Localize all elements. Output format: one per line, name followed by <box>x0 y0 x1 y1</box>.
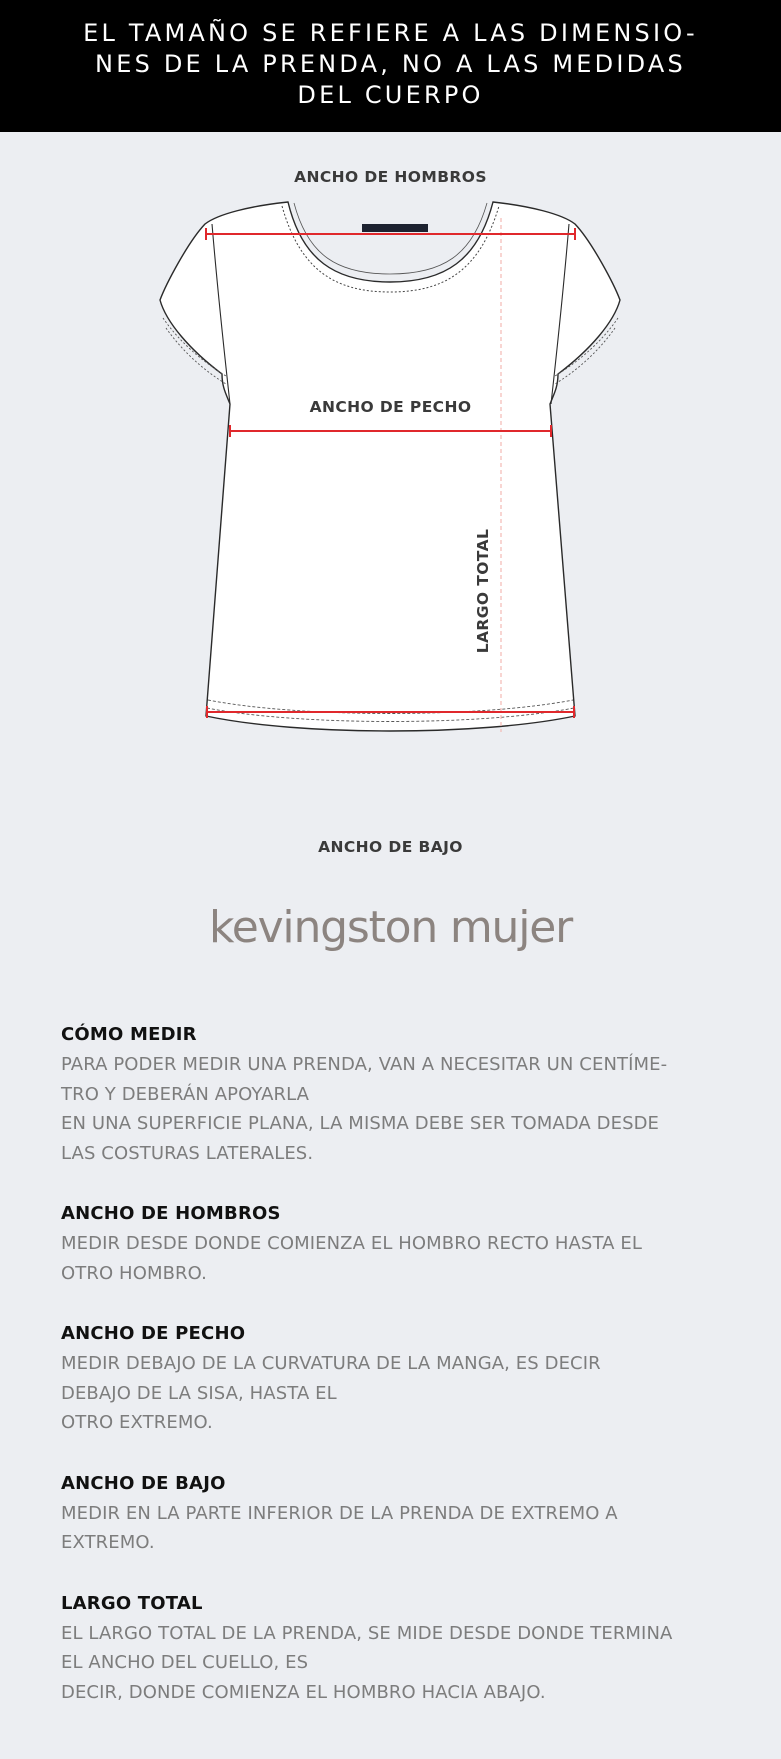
section-title: LARGO TOTAL <box>61 1592 203 1614</box>
section-text-line: OTRO EXTREMO. <box>61 1412 213 1433</box>
section-text-line: MEDIR EN LA PARTE INFERIOR DE LA PRENDA DE EXTREMO A <box>61 1502 618 1524</box>
measurement-instructions <box>61 1020 741 1738</box>
label-largo-total: LARGO TOTAL <box>474 528 492 654</box>
section-ancho-de-hombros <box>61 1199 741 1288</box>
section-text-line: EL ANCHO DEL CUELLO, ES <box>61 1652 309 1673</box>
section-text-line: EL LARGO TOTAL DE LA PRENDA, SE MIDE DESDE DONDE TERMINA <box>61 1622 673 1644</box>
section-largo-total <box>61 1589 741 1708</box>
brand-logo: kevingston mujer <box>209 902 572 953</box>
section-text-line: EN UNA SUPERFICIE PLANA, LA MISMA DEBE SER TOMADA DESDE <box>61 1113 660 1134</box>
section-text-line: LAS COSTURAS LATERALES. <box>61 1142 314 1164</box>
section-text-line: MEDIR DESDE DONDE COMIENZA EL HOMBRO RECTO HASTA EL <box>61 1233 642 1254</box>
label-ancho-de-pecho: ANCHO DE PECHO <box>309 398 472 416</box>
section-text-line: EXTREMO. <box>61 1532 155 1553</box>
section-text-line: OTRO HOMBRO. <box>61 1262 208 1284</box>
section-title: CÓMO MEDIR <box>61 1024 197 1045</box>
section-title: ANCHO DE HOMBROS <box>61 1203 281 1224</box>
section-text-line: DEBAJO DE LA SISA, HASTA EL <box>61 1382 337 1404</box>
header-line-1: EL TAMAÑO SE REFIERE A LAS DIMENSIO- <box>83 19 698 47</box>
header-line-2: NES DE LA PRENDA, NO A LAS MEDIDAS <box>95 50 686 78</box>
neck-label <box>362 224 428 232</box>
header-banner <box>0 0 781 132</box>
section-text-line: DECIR, DONDE COMIENZA EL HOMBRO HACIA ABAJO. <box>61 1681 546 1703</box>
garment-diagram <box>0 132 781 892</box>
section-text-line: PARA PODER MEDIR UNA PRENDA, VAN A NECESITAR UN CENTÍME- <box>61 1054 668 1075</box>
tshirt-illustration <box>0 132 781 892</box>
section-como-medir <box>61 1020 741 1168</box>
section-title: ANCHO DE BAJO <box>61 1472 226 1494</box>
section-title: ANCHO DE PECHO <box>61 1323 246 1344</box>
section-text-line: MEDIR DEBAJO DE LA CURVATURA DE LA MANGA, ES DECIR <box>61 1353 601 1374</box>
label-ancho-de-bajo: ANCHO DE BAJO <box>318 838 463 856</box>
section-ancho-de-bajo <box>61 1469 741 1558</box>
tshirt-outline <box>160 202 620 731</box>
section-ancho-de-pecho <box>61 1319 741 1438</box>
section-text-line: TRO Y DEBERÁN APOYARLA <box>61 1083 310 1105</box>
label-ancho-de-hombros: ANCHO DE HOMBROS <box>294 168 487 186</box>
header-line-3: DEL CUERPO <box>297 81 484 109</box>
